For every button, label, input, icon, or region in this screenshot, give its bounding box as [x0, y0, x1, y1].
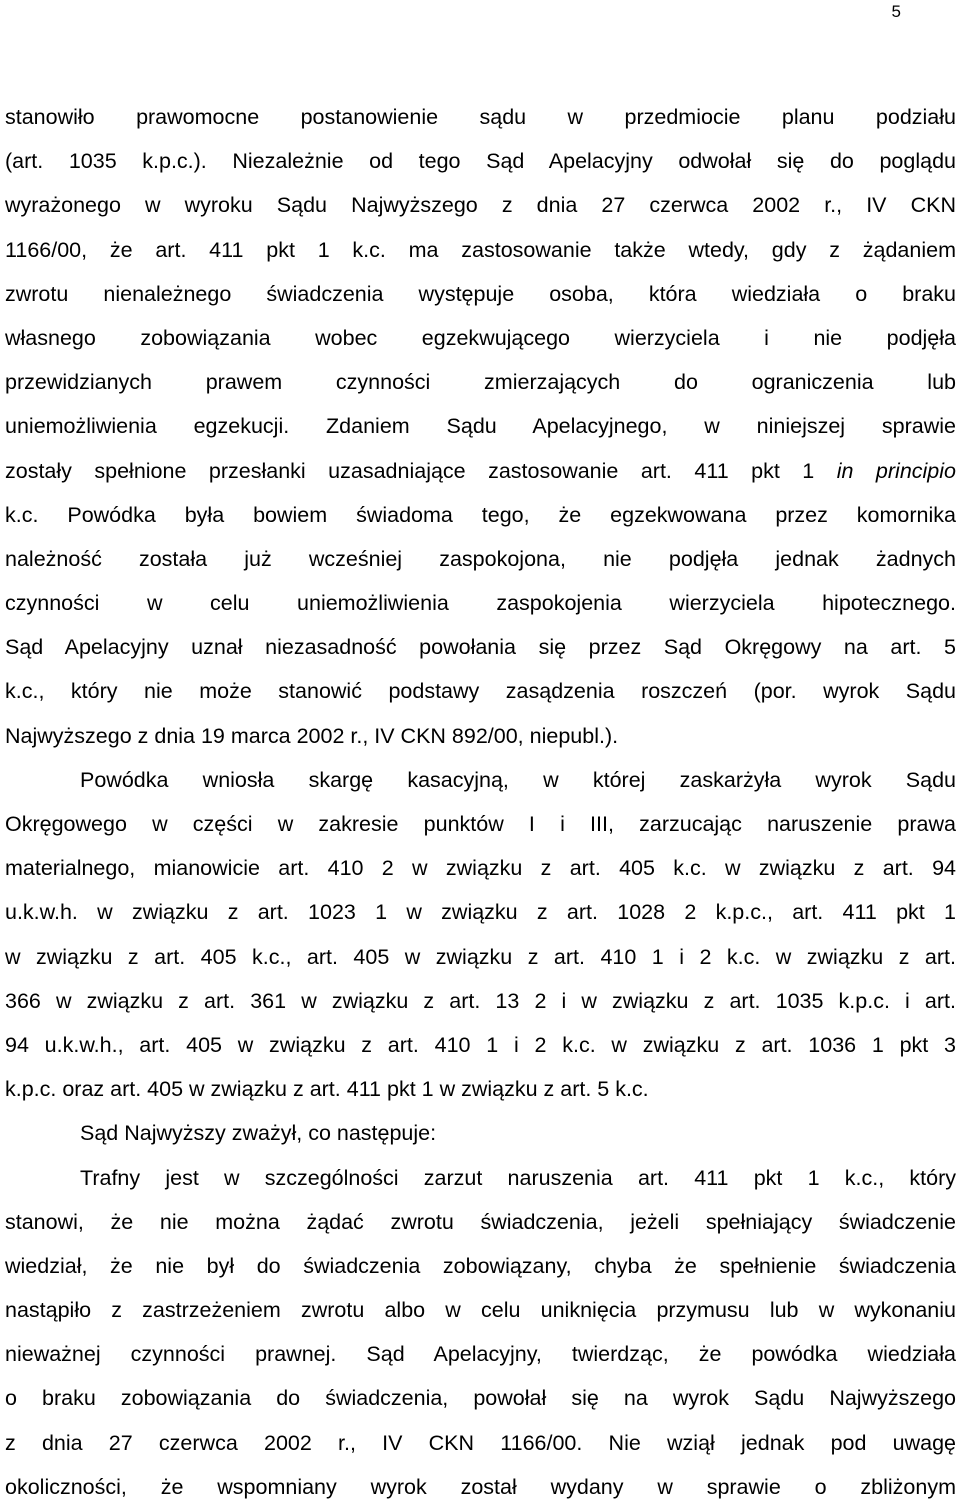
text-line: wiedział, że nie był do świadczenia zobowiązany, chyba że spełnienie świadczenia [5, 1253, 956, 1278]
text-line: wyrażonego w wyroku Sądu Najwyższego z dnia 27 czerwca 2002 r., IV CKN [5, 193, 956, 218]
text-line: (art. 1035 k.p.c.). Niezależnie od tego Sąd Apelacyjny odwołał się do poglądu [5, 149, 956, 174]
text-line: Trafny jest w szczególności zarzut naruszenia art. 411 pkt 1 k.c., który [80, 1165, 956, 1190]
text-line: o braku zobowiązania do świadczenia, powołał się na wyrok Sądu Najwyższego [5, 1386, 956, 1411]
text-line: przewidzianych prawem czynności zmierzających do ograniczenia lub [5, 370, 956, 395]
text-line: materialnego, mianowicie art. 410 2 w związku z art. 405 k.c. w związku z art. 94 [5, 856, 956, 881]
text-line: w związku z art. 405 k.c., art. 405 w związku z art. 410 1 i 2 k.c. w związku z art. [5, 944, 956, 969]
italic-phrase: in principio [836, 458, 956, 483]
text-line: 1166/00, że art. 411 pkt 1 k.c. ma zastosowanie także wtedy, gdy z żądaniem [5, 237, 956, 262]
text-line: stanowi, że nie można żądać zwrotu świadczenia, jeżeli spełniający świadczenie [5, 1209, 956, 1234]
text-line: k.c., który nie może stanowić podstawy zasądzenia roszczeń (por. wyrok Sądu [5, 679, 956, 704]
text-line-with-italic [5, 449, 956, 493]
page-number: 5 [891, 2, 901, 21]
text-line: Okręgowego w części w zakresie punktów I i III, zarzucając naruszenie prawa [5, 812, 956, 836]
text-line: Powódka wniosła skargę kasacyjną, w której zaskarżyła wyrok Sądu [80, 767, 956, 792]
section-heading: Sąd Najwyższy zważył, co następuje: [80, 1121, 437, 1146]
text-line: nastąpiło z zastrzeżeniem zwrotu albo w celu uniknięcia przymusu lub w wykonaniu [5, 1298, 956, 1323]
text-line: uniemożliwienia egzekucji. Zdaniem Sądu Apelacyjnego, w niniejszej sprawie [5, 414, 956, 439]
text-line: u.k.w.h. w związku z art. 1023 1 w związku z art. 1028 2 k.p.c., art. 411 pkt 1 [5, 900, 956, 925]
text-line: czynności w celu uniemożliwienia zaspokojenia wierzyciela hipotecznego. [5, 591, 956, 616]
text-line: k.c. Powódka była bowiem świadoma tego, że egzekwowana przez komornika [5, 502, 956, 527]
text-line: stanowiło prawomocne postanowienie sądu w przedmiocie planu podziału [5, 105, 956, 129]
document-body [5, 95, 956, 1509]
text-line: zwrotu nienależnego świadczenia występuje osoba, która wiedziała o braku [5, 281, 956, 306]
text-line: 94 u.k.w.h., art. 405 w związku z art. 410 1 i 2 k.c. w związku z art. 1036 1 pkt 3 [5, 1032, 956, 1057]
text-line: nieważnej czynności prawnej. Sąd Apelacyjny, twierdząc, że powódka wiedziała [5, 1342, 956, 1367]
text-span: zostały spełnione przesłanki uzasadniające zastosowanie art. 411 pkt 1 [5, 458, 837, 483]
text-line: własnego zobowiązania wobec egzekwującego wierzyciela i nie podjęła [5, 325, 956, 350]
text-line: 366 w związku z art. 361 w związku z art. 13 2 i w związku z art. 1035 k.p.c. i art. [5, 988, 956, 1013]
text-line: Sąd Apelacyjny uznał niezasadność powołania się przez Sąd Okręgowy na art. 5 [5, 635, 956, 660]
text-line: z dnia 27 czerwca 2002 r., IV CKN 1166/00. Nie wziął jednak pod uwagę [5, 1430, 956, 1455]
text-line: Najwyższego z dnia 19 marca 2002 r., IV CKN 892/00, niepubl.). [5, 723, 619, 748]
text-line: należność została już wcześniej zaspokojona, nie podjęła jednak żadnych [5, 546, 956, 571]
text-line: k.p.c. oraz art. 405 w związku z art. 411 pkt 1 w związku z art. 5 k.c. [5, 1077, 649, 1102]
text-line: okoliczności, że wspomniany wyrok został wydany w sprawie o zbliżonym [5, 1474, 956, 1499]
